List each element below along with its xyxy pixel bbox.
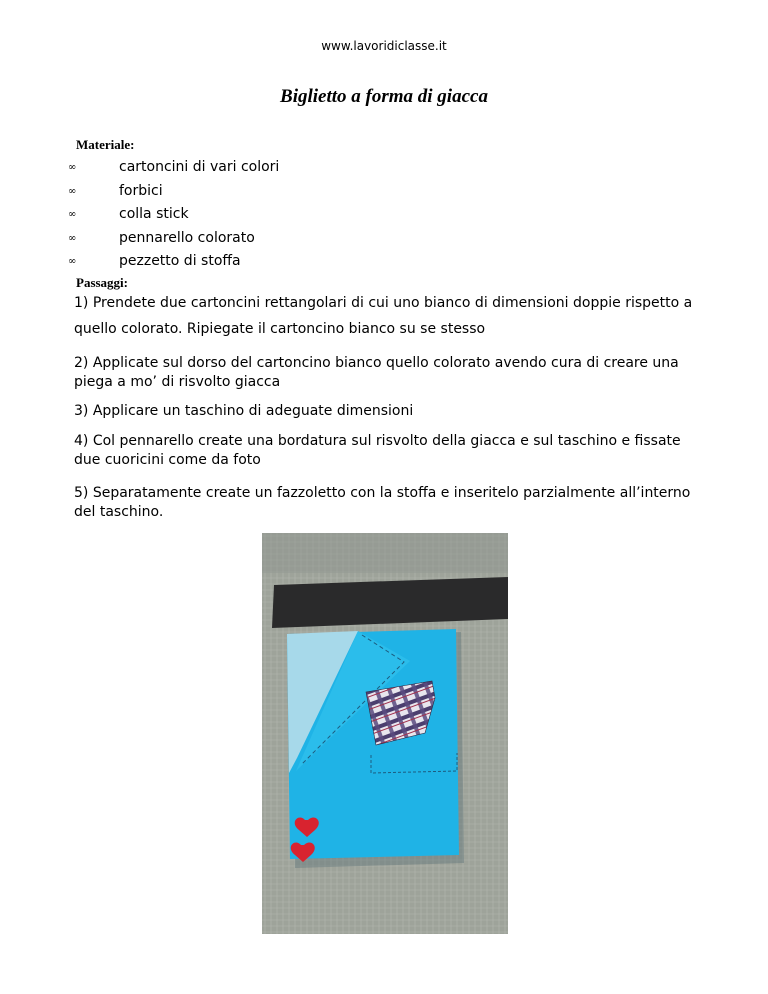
material-text: pezzetto di stoffa bbox=[119, 253, 241, 269]
material-text: cartoncini di vari colori bbox=[119, 159, 280, 175]
material-text: forbici bbox=[119, 182, 163, 199]
infinity-bullet-icon: ∞ bbox=[68, 162, 77, 173]
black-board bbox=[272, 577, 508, 628]
step-4: 4) Col pennarello create una bordatura sul risvolto della giacca e sul taschino e fissate due cuoricini come da foto bbox=[74, 433, 681, 468]
step-5: 5) Separatamente create un fazzoletto con la stoffa e inseritelo parzialmente all’interno del taschino. bbox=[74, 485, 691, 520]
infinity-bullet-icon: ∞ bbox=[68, 185, 77, 197]
list-item bbox=[68, 156, 279, 180]
step-2: 2) Applicate sul dorso del cartoncino bianco quello colorato avendo cura di creare una piega a mo’ di risvolto giacca bbox=[74, 355, 679, 390]
step-1: 1) Prendete due cartoncini rettangolari di cui uno bianco di dimensioni doppie rispetto a quello colorato. Ripiegate il cartoncino bianco su se stesso bbox=[74, 295, 693, 337]
document-title: Biglietto a forma di giacca bbox=[280, 86, 488, 107]
steps-heading: Passaggi: bbox=[76, 275, 128, 290]
material-text: pennarello colorato bbox=[119, 229, 255, 246]
list-item bbox=[68, 250, 279, 274]
infinity-bullet-icon: ∞ bbox=[68, 232, 77, 244]
list-item bbox=[68, 180, 279, 204]
step-3: 3) Applicare un taschino di adeguate dimensioni bbox=[74, 403, 414, 419]
site-url[interactable]: www.lavoridiclasse.it bbox=[321, 39, 447, 53]
infinity-bullet-icon: ∞ bbox=[68, 209, 77, 220]
list-item bbox=[68, 227, 279, 251]
infinity-bullet-icon: ∞ bbox=[68, 256, 77, 267]
jacket-card-photo bbox=[262, 533, 508, 934]
materials-heading: Materiale: bbox=[76, 137, 135, 152]
material-text: colla stick bbox=[119, 206, 189, 222]
list-item bbox=[68, 203, 279, 227]
materials-list bbox=[68, 156, 279, 274]
